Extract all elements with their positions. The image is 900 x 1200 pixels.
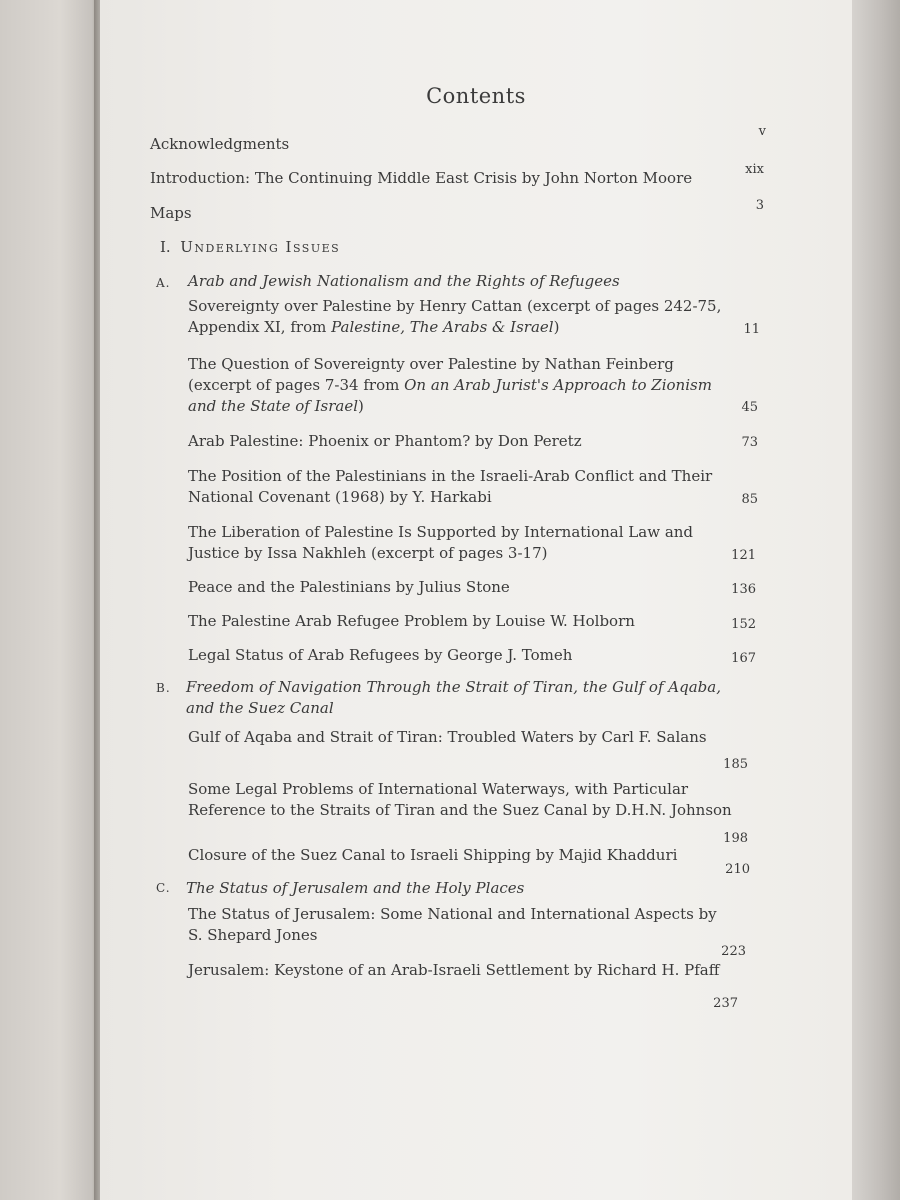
toc-page-number: v bbox=[758, 124, 766, 139]
toc-entry: Closure of the Suez Canal to Israeli Shipping by Majid Khadduri bbox=[188, 846, 678, 864]
toc-entry: The Liberation of Palestine Is Supported by International Law and Justice by Issa Nakhleh (excerpt of pages 3-17) bbox=[188, 523, 694, 562]
toc-page-number: 85 bbox=[741, 492, 758, 507]
toc-page-number: xix bbox=[745, 162, 764, 177]
toc-entry-acknowledgments bbox=[150, 134, 289, 155]
toc-page-number: 152 bbox=[731, 617, 756, 632]
toc-entry-label: Maps bbox=[150, 204, 192, 222]
toc-entry: The Position of the Palestinians in the Israeli-Arab Conflict and Their National Covenant (1968) by Y. Harkabi bbox=[188, 467, 713, 506]
toc-page-number: 73 bbox=[741, 435, 758, 450]
section-letter: B. bbox=[156, 681, 171, 695]
contents-page bbox=[100, 0, 852, 1200]
toc-page-number: 3 bbox=[755, 198, 764, 213]
toc-page-number: 210 bbox=[725, 862, 750, 877]
toc-entry: Sovereignty over Palestine by Henry Cattan (excerpt of pages 242-75, Appendix XI, from Palestine, The Arabs & Israel) bbox=[188, 297, 722, 336]
part-title: Underlying Issues bbox=[180, 238, 341, 256]
toc-entry-label: Introduction: The Continuing Middle East Crisis by John Norton Moore bbox=[150, 169, 693, 187]
toc-page-number: 136 bbox=[731, 582, 756, 597]
toc-entry: The Question of Sovereignty over Palestine by Nathan Feinberg (excerpt of pages 7-34 from On an Arab Jurist's Approach to Zionism and the State of Israel) bbox=[188, 355, 712, 415]
toc-entry-maps bbox=[150, 203, 192, 224]
section-title: Arab and Jewish Nationalism and the Rights of Refugees bbox=[188, 272, 620, 290]
toc-page-number: 198 bbox=[723, 831, 748, 846]
toc-entry: Some Legal Problems of International Waterways, with Particular Reference to the Straits of Tiran and the Suez Canal by D.H.N. Johnson bbox=[188, 780, 732, 819]
toc-entry: The Palestine Arab Refugee Problem by Louise W. Holborn bbox=[188, 612, 635, 630]
toc-page-number: 167 bbox=[731, 651, 756, 666]
section-letter: A. bbox=[156, 276, 171, 290]
section-title: The Status of Jerusalem and the Holy Places bbox=[186, 879, 525, 897]
section-title: Freedom of Navigation Through the Strait of Tiran, the Gulf of Aqaba, and the Suez Canal bbox=[186, 678, 721, 717]
part-numeral: I. bbox=[160, 238, 171, 256]
toc-entry: Arab Palestine: Phoenix or Phantom? by Don Peretz bbox=[188, 432, 582, 450]
toc-page-number: 11 bbox=[743, 322, 760, 337]
part-heading bbox=[160, 237, 340, 258]
toc-page-number: 121 bbox=[731, 548, 756, 563]
toc-page-number: 223 bbox=[721, 944, 746, 959]
toc-entry: Peace and the Palestinians by Julius Stone bbox=[188, 578, 510, 596]
toc-entry: Jerusalem: Keystone of an Arab-Israeli Settlement by Richard H. Pfaff bbox=[188, 961, 720, 979]
toc-page-number: 45 bbox=[741, 400, 758, 415]
toc-page-number: 185 bbox=[723, 757, 748, 772]
toc-entry: Gulf of Aqaba and Strait of Tiran: Troubled Waters by Carl F. Salans bbox=[188, 728, 707, 746]
toc-entry-introduction bbox=[150, 168, 692, 189]
facing-page-edge bbox=[0, 0, 100, 1200]
section-letter: C. bbox=[156, 881, 171, 895]
toc-entry: Legal Status of Arab Refugees by George J. Tomeh bbox=[188, 646, 573, 664]
right-background bbox=[852, 0, 900, 1200]
toc-entry-label: Acknowledgments bbox=[150, 135, 290, 153]
toc-entry: The Status of Jerusalem: Some National and International Aspects by S. Shepard Jones bbox=[188, 905, 717, 944]
page-title: Contents bbox=[426, 84, 526, 108]
toc-page-number: 237 bbox=[713, 996, 738, 1011]
